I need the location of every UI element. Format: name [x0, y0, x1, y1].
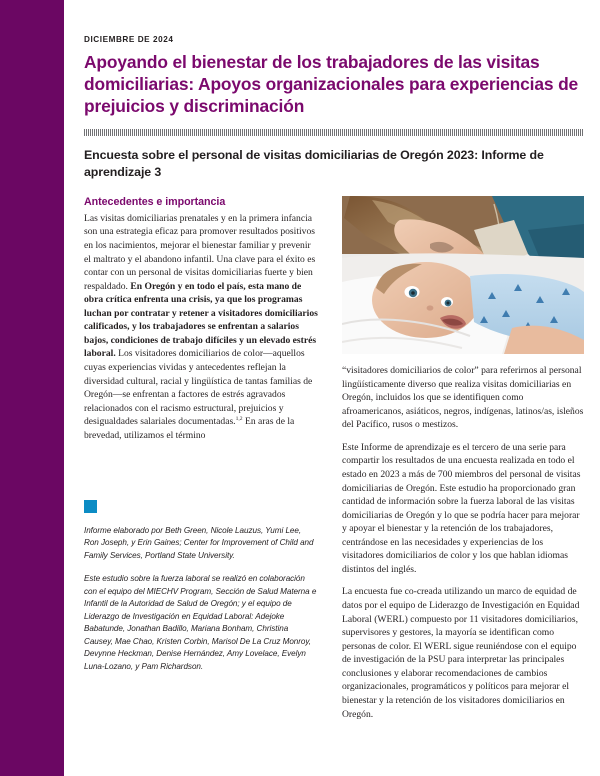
hero-photo-mother-and-baby: [342, 196, 584, 354]
background-text-part-a: Las visitas domiciliarias prenatales y en la primera infancia son una estrategia eficaz para promover resultados positivos en los nacimientos, mejorar el bienestar familiar y prevenir el maltrato y el abandono infantil. Una clave para el éxito es contar con un personal de visitas domiciliarias fuerte y bien respaldado.: [84, 212, 316, 292]
blue-square-marker: [84, 500, 97, 513]
publication-date: DICIEMBRE DE 2024: [84, 35, 174, 44]
background-text-emphasis: En Oregón y en todo el país, esta mano de obra crítica enfrenta una crisis, ya que los programas luchan por contratar y retener a visitadores domiciliarios calificados, y los trabajadores se enfrentan a salarios bajos, condiciones de trabajo difíciles y un elevado estrés laboral.: [84, 280, 318, 360]
page-title: Apoyando el bienestar de los trabajadores de las visitas domiciliarias: Apoyos organizacionales para experiencias de prejuicios y discriminación: [84, 51, 579, 117]
section-heading-antecedentes: Antecedentes e importancia: [84, 196, 226, 208]
horizontal-rule-divider: [84, 129, 584, 136]
background-paragraph: [84, 212, 318, 443]
photo-illustration: [342, 196, 584, 354]
right-paragraph-2: Este Informe de aprendizaje es el tercero de una serie para compartir los resultados de una encuesta realizada en todo el estado en 2023 a más de 700 miembros del personal de visitas domiciliarias de Oregón. Este estudio ha proporcionado gran cantidad de información sobre la fuerza laboral de las visitas domiciliarias de Oregón y lo que se podría hacer para mejorar y apoyar el bienestar y la retención de los trabajadores, centrándose en las necesidades y experiencias de los visitadores domiciliarios de color y los que hablan idiomas distintos del inglés.: [342, 441, 581, 575]
background-text-part-c: En aras de la brevedad, utilizamos el término: [84, 416, 295, 441]
page-content: [84, 0, 584, 776]
credits-block: [84, 500, 318, 673]
right-paragraph-3: La encuesta fue co-creada utilizando un marco de equidad de datos por el equipo de Liderazgo de Investigación en Equidad Laboral (WERL) compuesto por 11 visitadores domiciliarios, supervisores y gestores, la mayoría se identifican como personas de color. El WERL sigue reuniéndose con el equipo de investigación de la PSU para interpretar las principales conclusiones y elaborar recomendaciones de cambios organizacionales, programáticos y políticos para mejorar el bienestar y la retención de los visitadores domiciliarios en Oregón.: [342, 586, 580, 720]
right-column: [342, 196, 584, 721]
purple-sidebar-band: [0, 0, 64, 776]
footnote-reference: 1,2: [235, 416, 243, 423]
credit-collaborators: Este estudio sobre la fuerza laboral se realizó en colaboración con el equipo del MIECHV Program, Sección de Salud Materna e Infantil de la Autoridad de Salud de Oregón; y el equipo de Liderazgo de Investigación en Equidad Laboral: Adejoke Babatunde, Jonathan Badillo, Mariana Bonham, Christina Causey, Mae Chao, Kristen Corbin, Marisol De La Cruz Monroy, Devynne Heckman, Denise Hernández, Amy Lovelace, Evelyn Luna-Lozano, y Pam Richardson.: [84, 574, 317, 671]
left-column: [84, 196, 318, 671]
right-paragraph-1: “visitadores domiciliarios de color” para referirnos al personal lingüísticamente diverso que realiza visitas domiciliarias en Oregón, incluidos los que se identifiquen como afroamericanos, asiáticos, negros, indígenas, latinos/as, isleños del Pacífico, rusos o mestizos.: [342, 365, 584, 431]
credit-authors: Informe elaborado por Beth Green, Nicole Lauzus, Yumi Lee, Ron Joseph, y Erin Gaines; Center for Improvement of Child and Family Services, Portland State University.: [84, 526, 314, 560]
page-subtitle: Encuesta sobre el personal de visitas domiciliarias de Oregón 2023: Informe de aprendizaje 3: [84, 147, 544, 180]
background-text-part-b: Los visitadores domiciliarios de color—aquellos cuyas experiencias vividas y antecedentes reflejan la diversidad cultural, racial y lingüística de tantas familias de Oregón—se enfrentan a factores de estrés agravados relacionados con el racismo estructural, prejuicios y desigualdades salariales documentadas.: [84, 348, 313, 428]
